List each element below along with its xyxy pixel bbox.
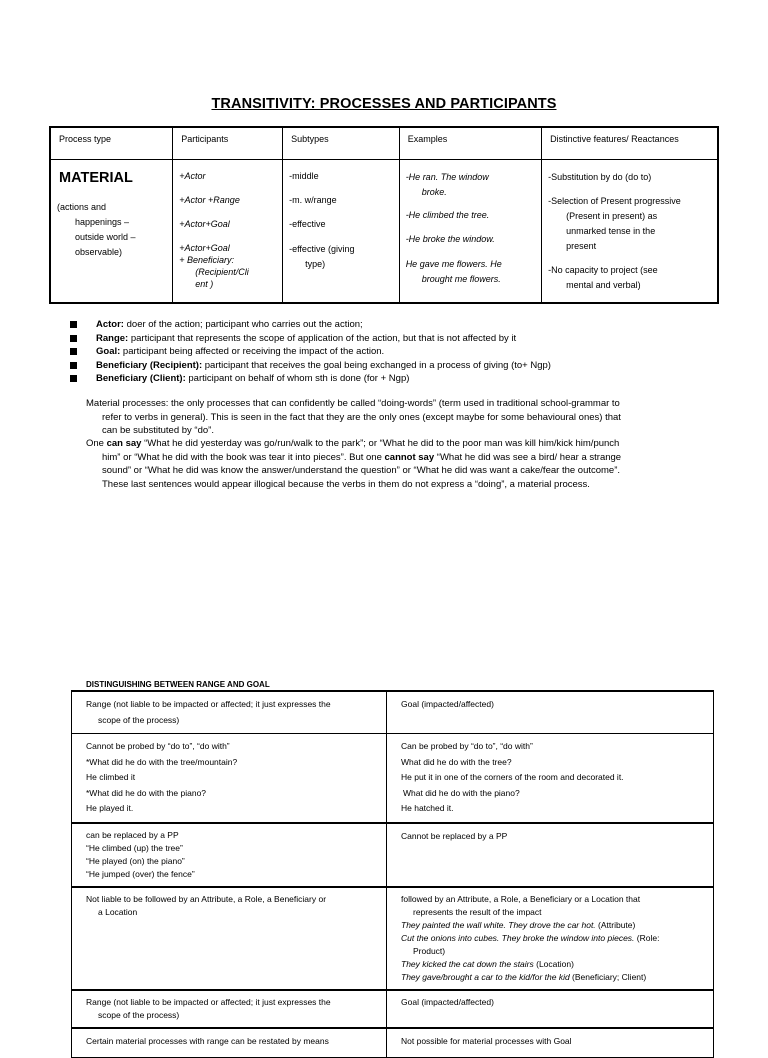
participant-item: + Beneficiary: [179, 254, 235, 265]
cell-line [401, 919, 699, 932]
material-desc-line: outside world – [75, 231, 136, 242]
example-tag: (Attribute) [595, 919, 636, 930]
cell-line: scope of the process) [98, 714, 180, 725]
paragraph-line: can be substituted by “do”. [102, 425, 214, 436]
example-tag: (Beneficiary; Client) [569, 971, 647, 982]
process-table-header [50, 127, 718, 159]
range-cell: Certain material processes with range can be restated by means [72, 1028, 387, 1058]
participant-item: (Recipient/Cli [195, 266, 249, 277]
definition-text: participant on behalf of whom sth is done (for + Ngp) [185, 373, 410, 384]
example-text: They kicked the cat down the stairs [401, 958, 534, 969]
cell-line: Cannot be probed by “do to”, “do with” [86, 741, 230, 751]
goal-cell: Cannot be replaced by a PP [387, 823, 714, 887]
cell-line: What did he do with the tree? [401, 756, 512, 767]
range-goal-table [71, 690, 714, 1058]
definition-item [70, 318, 551, 332]
example-item: He gave me flowers. He [405, 258, 502, 269]
subtype-item: -middle [289, 170, 319, 181]
definition-item [70, 345, 551, 359]
paragraph-text: One [86, 438, 107, 449]
features-cell [542, 159, 718, 303]
cell-line: followed by an Attribute, a Role, a Beneficiary or a Location that [401, 893, 641, 904]
paragraph-text: “What he did was see a bird/ hear a strange [434, 451, 622, 463]
cell-line: He hatched it. [401, 803, 454, 813]
paragraph-line [86, 451, 706, 465]
definition-term: Goal: [96, 346, 121, 357]
range-goal-row [72, 691, 714, 734]
definition-item [70, 332, 551, 346]
cell-line: Range (not liable to be impacted or affected; it just expresses the [86, 996, 331, 1007]
example-text: They gave/brought a car to the kid/for the kid [401, 971, 570, 982]
example-tag: (Location) [533, 958, 574, 969]
definition-text: participant that receives the goal being exchanged in a process of giving (to+ Ngp) [202, 359, 551, 371]
cell-line: “He jumped (over) the fence” [86, 868, 195, 879]
cell-line: scope of the process) [98, 1009, 180, 1020]
example-item: -He broke the window. [405, 233, 495, 244]
header-process-type: Process type [50, 127, 173, 159]
cell-line: He put it in one of the corners of the room and decorated it. [401, 772, 624, 782]
participant-item: +Actor [179, 170, 206, 181]
feature-item: -Selection of Present progressive [548, 195, 681, 206]
header-subtypes: Subtypes [283, 127, 400, 159]
feature-item: present [566, 240, 597, 251]
range-cell [72, 734, 387, 823]
cell-line: What did he do with the piano? [403, 787, 520, 798]
definition-term: Range: [96, 332, 129, 344]
range-goal-row [72, 990, 714, 1028]
bullet-square-icon [70, 375, 77, 382]
participant-item: +Actor+Goal [179, 218, 230, 229]
paragraph-emphasis: cannot say [384, 451, 435, 463]
range-cell [72, 823, 387, 887]
subtypes-cell [283, 159, 400, 303]
examples-cell [399, 159, 541, 303]
example-item: brought me flowers. [421, 273, 501, 284]
range-goal-row [72, 823, 714, 887]
feature-item: mental and verbal) [566, 279, 641, 290]
definitions-list [70, 318, 551, 386]
definition-text: participant being affected or receiving the impact of the action. [120, 346, 385, 357]
cell-line: Product) [413, 945, 446, 956]
participant-item: +Actor +Range [179, 194, 240, 205]
cell-line: *What did he do with the tree/mountain? [86, 756, 238, 767]
material-paragraph-1 [86, 397, 706, 438]
cell-line: “He climbed (up) the tree” [86, 842, 183, 853]
participant-item: ent ) [195, 278, 214, 289]
material-paragraph-2 [86, 437, 706, 491]
subtype-item: type) [305, 258, 326, 269]
feature-item: -Substitution by do (do to) [548, 171, 652, 182]
feature-item: -No capacity to project (see [548, 264, 658, 275]
participant-item: +Actor+Goal [179, 242, 230, 253]
cell-line [401, 932, 699, 945]
process-table [49, 126, 719, 304]
range-goal-section-title: DISTINGUISHING BETWEEN RANGE AND GOAL [86, 680, 270, 689]
goal-cell [387, 887, 714, 990]
example-text: They painted the wall white. They drove the car hot. [401, 919, 596, 930]
cell-line: *What did he do with the piano? [86, 787, 207, 798]
definition-item [70, 359, 551, 373]
example-tag: (Role: [634, 932, 660, 943]
cell-line: Can be probed by “do to”, “do with” [401, 741, 533, 751]
participants-cell [173, 159, 283, 303]
subtype-item: -effective (giving [289, 243, 355, 254]
cell-line: Not liable to be followed by an Attribute, a Role, a Beneficiary or [86, 893, 327, 904]
paragraph-text: “What he did yesterday was go/run/walk to the park”; or “What he did to the poor man was kill him/kick him/punch [141, 438, 620, 449]
range-goal-row [72, 1028, 714, 1058]
range-cell [72, 887, 387, 990]
example-item: -He ran. The window [405, 171, 489, 182]
range-goal-row [72, 734, 714, 823]
paragraph-line [86, 437, 706, 451]
header-participants: Participants [173, 127, 283, 159]
goal-cell [387, 734, 714, 823]
definition-text: doer of the action; participant who carries out the action; [123, 319, 363, 330]
definition-term: Beneficiary (Client): [96, 373, 186, 384]
bullet-square-icon [70, 348, 77, 355]
header-features: Distinctive features/ Reactances [542, 127, 718, 159]
bullet-square-icon [70, 321, 77, 328]
example-item: -He climbed the tree. [405, 209, 490, 220]
example-text: Cut the onions into cubes. They broke the window into pieces. [401, 932, 635, 943]
subtype-item: -effective [289, 218, 326, 229]
cell-line [401, 971, 699, 984]
bullet-square-icon [70, 335, 77, 342]
bullet-square-icon [70, 362, 77, 369]
example-item: broke. [421, 186, 447, 197]
paragraph-text: him” or “What he did with the book was tear it into pieces”. But one [102, 451, 385, 463]
header-examples: Examples [399, 127, 541, 159]
goal-cell: Goal (impacted/affected) [387, 691, 714, 734]
cell-line [401, 958, 699, 971]
paragraph-line: sound” or “What he did was know the answer/understand the question” or “What he did was want a cake/fear the outcome”. [102, 465, 621, 476]
cell-line: Range (not liable to be impacted or affected; it just expresses the [86, 699, 331, 709]
material-row [50, 159, 718, 303]
material-cell [50, 159, 173, 303]
definition-text: participant that represents the scope of application of the action, but that is not affected by it [128, 332, 517, 344]
range-cell [72, 691, 387, 734]
page-title: TRANSITIVITY: PROCESSES AND PARTICIPANTS [211, 96, 557, 112]
cell-line: He climbed it [86, 772, 136, 782]
cell-line: He played it. [86, 803, 134, 813]
range-goal-row [72, 887, 714, 990]
subtype-item: -m. w/range [289, 194, 337, 205]
paragraph-line: These last sentences would appear illogical because the verbs in them do not express a “doing”, a material process. [102, 478, 590, 490]
material-desc-line: (actions and [57, 201, 107, 212]
material-desc-line: happenings – [75, 216, 130, 227]
material-description [57, 200, 166, 260]
feature-item: (Present in present) as [566, 210, 658, 221]
cell-line: can be replaced by a PP [86, 829, 179, 840]
paragraph-line: refer to verbs in general). This is seen in the fact that they are the only ones (except maybe for some behavioural ones) that [102, 411, 621, 423]
cell-line: a Location [98, 906, 138, 917]
definition-term: Actor: [96, 319, 124, 330]
material-desc-line: observable) [75, 246, 123, 257]
paragraph-emphasis: can say [106, 438, 142, 449]
definition-item [70, 372, 551, 386]
cell-line: “He played (on) the piano” [86, 855, 185, 866]
cell-line: represents the result of the impact [413, 906, 542, 917]
range-cell [72, 990, 387, 1028]
material-title: MATERIAL [59, 169, 133, 186]
goal-cell: Goal (impacted/affected) [387, 990, 714, 1028]
paragraph-line: Material processes: the only processes that can confidently be called “doing-words” (term used in traditional school-grammar to [86, 398, 620, 409]
goal-cell: Not possible for material processes with Goal [387, 1028, 714, 1058]
definition-term: Beneficiary (Recipient): [96, 359, 203, 371]
feature-item: unmarked tense in the [566, 225, 656, 236]
